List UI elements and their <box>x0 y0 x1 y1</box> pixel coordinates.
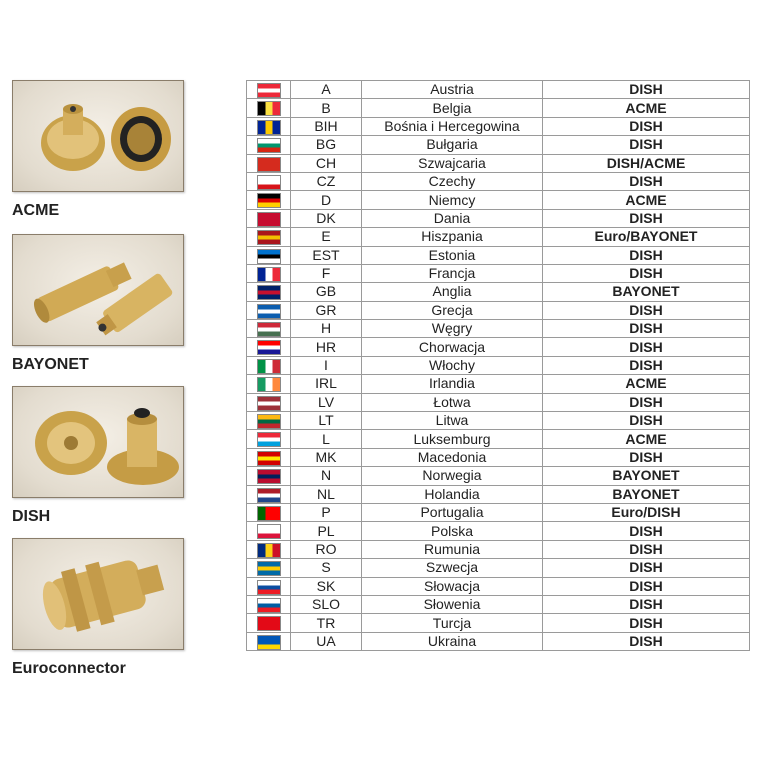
connector-type: DISH <box>543 172 750 190</box>
country-code: BG <box>291 136 362 154</box>
connector-type: ACME <box>543 191 750 209</box>
country-code: E <box>291 228 362 246</box>
connector-type: ACME <box>543 375 750 393</box>
flag-cell <box>247 81 291 99</box>
country-code: BIH <box>291 117 362 135</box>
flag-cell <box>247 559 291 577</box>
flag-i-icon <box>257 359 281 374</box>
connector-type: BAYONET <box>543 485 750 503</box>
connector-type: ACME <box>543 430 750 448</box>
flag-est-icon <box>257 249 281 264</box>
flag-cell <box>247 283 291 301</box>
country-code: DK <box>291 209 362 227</box>
flag-cell <box>247 209 291 227</box>
country-code: P <box>291 503 362 521</box>
flag-cell <box>247 577 291 595</box>
country-name: Bułgaria <box>362 136 543 154</box>
connector-type: Euro/BAYONET <box>543 228 750 246</box>
country-name: Słowenia <box>362 595 543 613</box>
connector-type: DISH <box>543 632 750 650</box>
table-row <box>247 430 750 448</box>
country-name: Macedonia <box>362 448 543 466</box>
flag-cell <box>247 154 291 172</box>
connector-bayonet <box>12 234 184 374</box>
flag-cell <box>247 540 291 558</box>
table-row <box>247 522 750 540</box>
country-code: NL <box>291 485 362 503</box>
country-name: Turcja <box>362 614 543 632</box>
country-name: Anglia <box>362 283 543 301</box>
flag-cz-icon <box>257 175 281 190</box>
flag-cell <box>247 338 291 356</box>
table-row <box>247 485 750 503</box>
flag-cell <box>247 393 291 411</box>
flag-cell <box>247 117 291 135</box>
connector-type: DISH <box>543 356 750 374</box>
table-row <box>247 375 750 393</box>
country-name: Rumunia <box>362 540 543 558</box>
country-code: LT <box>291 412 362 430</box>
country-code: I <box>291 356 362 374</box>
country-code: CH <box>291 154 362 172</box>
country-name: Irlandia <box>362 375 543 393</box>
country-code: D <box>291 191 362 209</box>
flag-cell <box>247 375 291 393</box>
flag-cell <box>247 412 291 430</box>
country-name: Szwecja <box>362 559 543 577</box>
country-code: F <box>291 264 362 282</box>
connector-type: ACME <box>543 99 750 117</box>
country-code: LV <box>291 393 362 411</box>
country-code: TR <box>291 614 362 632</box>
flag-cell <box>247 356 291 374</box>
euroconnector-label: Euroconnector <box>12 660 126 677</box>
connector-acme <box>12 80 184 220</box>
country-code: HR <box>291 338 362 356</box>
connector-type: DISH <box>543 136 750 154</box>
flag-slo-icon <box>257 598 281 613</box>
country-code: IRL <box>291 375 362 393</box>
flag-bih-icon <box>257 120 281 135</box>
country-code: EST <box>291 246 362 264</box>
table-row <box>247 595 750 613</box>
country-name: Włochy <box>362 356 543 374</box>
table-row <box>247 246 750 264</box>
country-name: Portugalia <box>362 503 543 521</box>
country-name: Szwajcaria <box>362 154 543 172</box>
country-code: PL <box>291 522 362 540</box>
country-name: Czechy <box>362 172 543 190</box>
connector-type: DISH <box>543 338 750 356</box>
table-row <box>247 117 750 135</box>
flag-a-icon <box>257 83 281 98</box>
flag-ro-icon <box>257 543 281 558</box>
country-name: Chorwacja <box>362 338 543 356</box>
country-code: N <box>291 467 362 485</box>
acme-label: ACME <box>12 202 60 219</box>
flag-cell <box>247 246 291 264</box>
country-code: SLO <box>291 595 362 613</box>
flag-cell <box>247 320 291 338</box>
flag-n-icon <box>257 469 281 484</box>
flag-p-icon <box>257 506 281 521</box>
table-row <box>247 99 750 117</box>
bayonet-connector-image <box>12 234 184 346</box>
table-row <box>247 301 750 319</box>
country-code: MK <box>291 448 362 466</box>
table-row <box>247 577 750 595</box>
country-name: Ukraina <box>362 632 543 650</box>
flag-gr-icon <box>257 304 281 319</box>
flag-cell <box>247 485 291 503</box>
table-row <box>247 614 750 632</box>
country-name: Dania <box>362 209 543 227</box>
connector-type: DISH <box>543 81 750 99</box>
country-name: Polska <box>362 522 543 540</box>
country-name: Luksemburg <box>362 430 543 448</box>
flag-irl-icon <box>257 377 281 392</box>
flag-cell <box>247 228 291 246</box>
table-row <box>247 467 750 485</box>
flag-cell <box>247 595 291 613</box>
country-name: Bośnia i Hercegowina <box>362 117 543 135</box>
flag-cell <box>247 632 291 650</box>
country-code: SK <box>291 577 362 595</box>
flag-cell <box>247 448 291 466</box>
table-row <box>247 559 750 577</box>
connector-type: DISH <box>543 522 750 540</box>
table-row <box>247 356 750 374</box>
country-name: Węgry <box>362 320 543 338</box>
table-row <box>247 338 750 356</box>
country-name: Belgia <box>362 99 543 117</box>
table-row <box>247 228 750 246</box>
connector-type: DISH <box>543 320 750 338</box>
country-name: Estonia <box>362 246 543 264</box>
country-code: B <box>291 99 362 117</box>
table-row <box>247 283 750 301</box>
flag-hr-icon <box>257 340 281 355</box>
connector-type: DISH <box>543 559 750 577</box>
bayonet-label: BAYONET <box>12 356 89 373</box>
flag-cell <box>247 172 291 190</box>
flag-s-icon <box>257 561 281 576</box>
flag-nl-icon <box>257 488 281 503</box>
country-code: S <box>291 559 362 577</box>
dish-connector-image <box>12 386 184 498</box>
country-name: Słowacja <box>362 577 543 595</box>
connector-type: DISH <box>543 577 750 595</box>
flag-f-icon <box>257 267 281 282</box>
flag-ua-icon <box>257 635 281 650</box>
flag-mk-icon <box>257 451 281 466</box>
table-row <box>247 209 750 227</box>
connector-type: DISH/ACME <box>543 154 750 172</box>
connector-type: DISH <box>543 209 750 227</box>
connector-dish <box>12 386 184 526</box>
connector-type: DISH <box>543 264 750 282</box>
country-code: GB <box>291 283 362 301</box>
flag-cell <box>247 503 291 521</box>
flag-l-icon <box>257 432 281 447</box>
table-row <box>247 448 750 466</box>
flag-bg-icon <box>257 138 281 153</box>
connector-type: DISH <box>543 412 750 430</box>
flag-pl-icon <box>257 524 281 539</box>
country-name: Niemcy <box>362 191 543 209</box>
country-code: UA <box>291 632 362 650</box>
flag-lv-icon <box>257 396 281 411</box>
flag-sk-icon <box>257 580 281 595</box>
table-row <box>247 540 750 558</box>
flag-cell <box>247 136 291 154</box>
table-row <box>247 154 750 172</box>
connector-type: BAYONET <box>543 467 750 485</box>
country-code: H <box>291 320 362 338</box>
country-code: A <box>291 81 362 99</box>
table-row <box>247 81 750 99</box>
connector-euroconnector <box>12 538 184 678</box>
table-row <box>247 264 750 282</box>
country-name: Francja <box>362 264 543 282</box>
country-name: Norwegia <box>362 467 543 485</box>
country-name: Holandia <box>362 485 543 503</box>
euroconnector-image <box>12 538 184 650</box>
connector-type: DISH <box>543 301 750 319</box>
table-row <box>247 632 750 650</box>
table-row <box>247 191 750 209</box>
acme-connector-image <box>12 80 184 192</box>
country-code: L <box>291 430 362 448</box>
connector-type: DISH <box>543 393 750 411</box>
country-name: Grecja <box>362 301 543 319</box>
country-code: RO <box>291 540 362 558</box>
table-row <box>247 503 750 521</box>
flag-h-icon <box>257 322 281 337</box>
flag-cell <box>247 467 291 485</box>
table-row <box>247 393 750 411</box>
table-row <box>247 320 750 338</box>
connector-type: BAYONET <box>543 283 750 301</box>
flag-d-icon <box>257 193 281 208</box>
flag-tr-icon <box>257 616 281 631</box>
flag-gb-icon <box>257 285 281 300</box>
country-code: CZ <box>291 172 362 190</box>
connector-type: DISH <box>543 448 750 466</box>
connector-type: DISH <box>543 595 750 613</box>
flag-cell <box>247 264 291 282</box>
country-code: GR <box>291 301 362 319</box>
flag-e-icon <box>257 230 281 245</box>
connector-type: Euro/DISH <box>543 503 750 521</box>
flag-cell <box>247 99 291 117</box>
flag-cell <box>247 430 291 448</box>
country-connector-table <box>246 80 750 651</box>
flag-lt-icon <box>257 414 281 429</box>
flag-cell <box>247 522 291 540</box>
table-row <box>247 412 750 430</box>
country-name: Litwa <box>362 412 543 430</box>
country-name: Hiszpania <box>362 228 543 246</box>
flag-ch-icon <box>257 157 281 172</box>
flag-dk-icon <box>257 212 281 227</box>
flag-b-icon <box>257 101 281 116</box>
dish-label: DISH <box>12 508 51 525</box>
table-row <box>247 136 750 154</box>
country-name: Łotwa <box>362 393 543 411</box>
connector-type: DISH <box>543 117 750 135</box>
table-row <box>247 172 750 190</box>
country-name: Austria <box>362 81 543 99</box>
flag-cell <box>247 191 291 209</box>
flag-cell <box>247 301 291 319</box>
connector-type: DISH <box>543 614 750 632</box>
connector-type: DISH <box>543 540 750 558</box>
flag-cell <box>247 614 291 632</box>
connector-type: DISH <box>543 246 750 264</box>
